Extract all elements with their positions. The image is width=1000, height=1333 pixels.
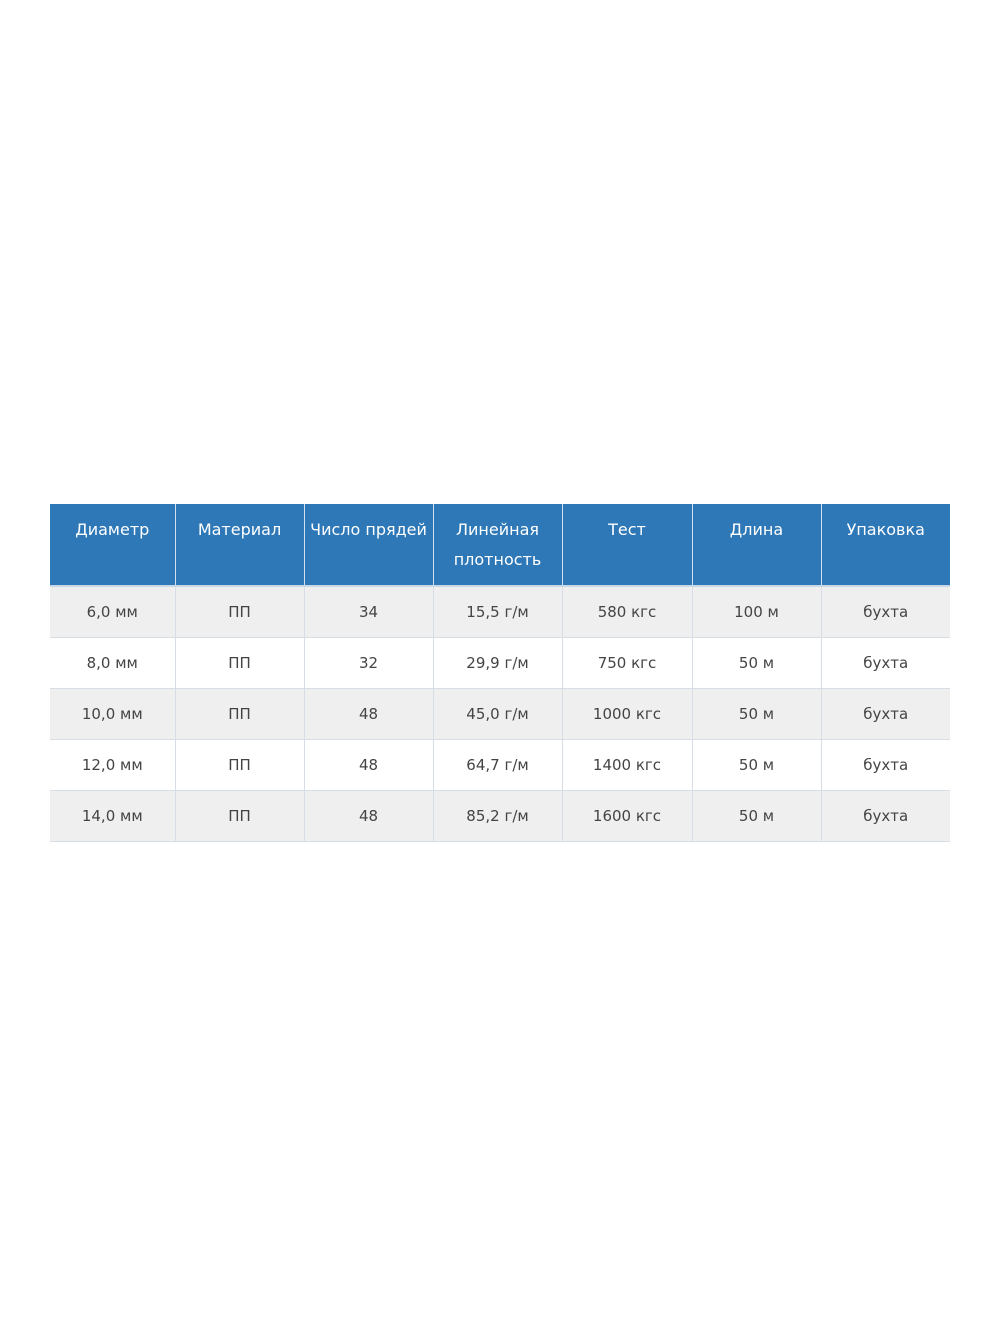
- header-diameter: Диаметр: [50, 504, 175, 586]
- cell-packaging: бухта: [821, 586, 950, 637]
- cell-strand-count: 48: [304, 739, 433, 790]
- cell-linear-density: 85,2 г/м: [433, 790, 562, 841]
- table-row: [50, 637, 950, 688]
- cell-diameter: 10,0 мм: [50, 688, 175, 739]
- cell-length: 50 м: [692, 688, 821, 739]
- header-linear-density: Линейная плотность: [433, 504, 562, 586]
- cell-linear-density: 15,5 г/м: [433, 586, 562, 637]
- cell-strand-count: 32: [304, 637, 433, 688]
- cell-linear-density: 64,7 г/м: [433, 739, 562, 790]
- table-row: [50, 739, 950, 790]
- header-row: [50, 504, 950, 586]
- cell-length: 50 м: [692, 739, 821, 790]
- cell-packaging: бухта: [821, 739, 950, 790]
- cell-material: ПП: [175, 688, 304, 739]
- cell-diameter: 14,0 мм: [50, 790, 175, 841]
- cell-packaging: бухта: [821, 637, 950, 688]
- cell-diameter: 6,0 мм: [50, 586, 175, 637]
- header-packaging: Упаковка: [821, 504, 950, 586]
- header-strand-count: Число прядей: [304, 504, 433, 586]
- cell-material: ПП: [175, 586, 304, 637]
- table-header: [50, 504, 950, 586]
- cell-test: 580 кгс: [562, 586, 692, 637]
- cell-test: 750 кгс: [562, 637, 692, 688]
- cell-length: 50 м: [692, 637, 821, 688]
- cell-test: 1400 кгс: [562, 739, 692, 790]
- cell-packaging: бухта: [821, 688, 950, 739]
- table-row: [50, 688, 950, 739]
- specs-table-container: [50, 504, 950, 842]
- cell-strand-count: 48: [304, 790, 433, 841]
- cell-strand-count: 48: [304, 688, 433, 739]
- cell-test: 1000 кгс: [562, 688, 692, 739]
- rope-specifications-table: [50, 504, 950, 842]
- table-row: [50, 586, 950, 637]
- table-body: [50, 586, 950, 841]
- cell-material: ПП: [175, 739, 304, 790]
- cell-material: ПП: [175, 790, 304, 841]
- cell-linear-density: 29,9 г/м: [433, 637, 562, 688]
- header-length: Длина: [692, 504, 821, 586]
- cell-linear-density: 45,0 г/м: [433, 688, 562, 739]
- cell-length: 50 м: [692, 790, 821, 841]
- table-row: [50, 790, 950, 841]
- cell-test: 1600 кгс: [562, 790, 692, 841]
- header-test: Тест: [562, 504, 692, 586]
- header-material: Материал: [175, 504, 304, 586]
- cell-material: ПП: [175, 637, 304, 688]
- cell-diameter: 12,0 мм: [50, 739, 175, 790]
- cell-packaging: бухта: [821, 790, 950, 841]
- cell-length: 100 м: [692, 586, 821, 637]
- cell-diameter: 8,0 мм: [50, 637, 175, 688]
- cell-strand-count: 34: [304, 586, 433, 637]
